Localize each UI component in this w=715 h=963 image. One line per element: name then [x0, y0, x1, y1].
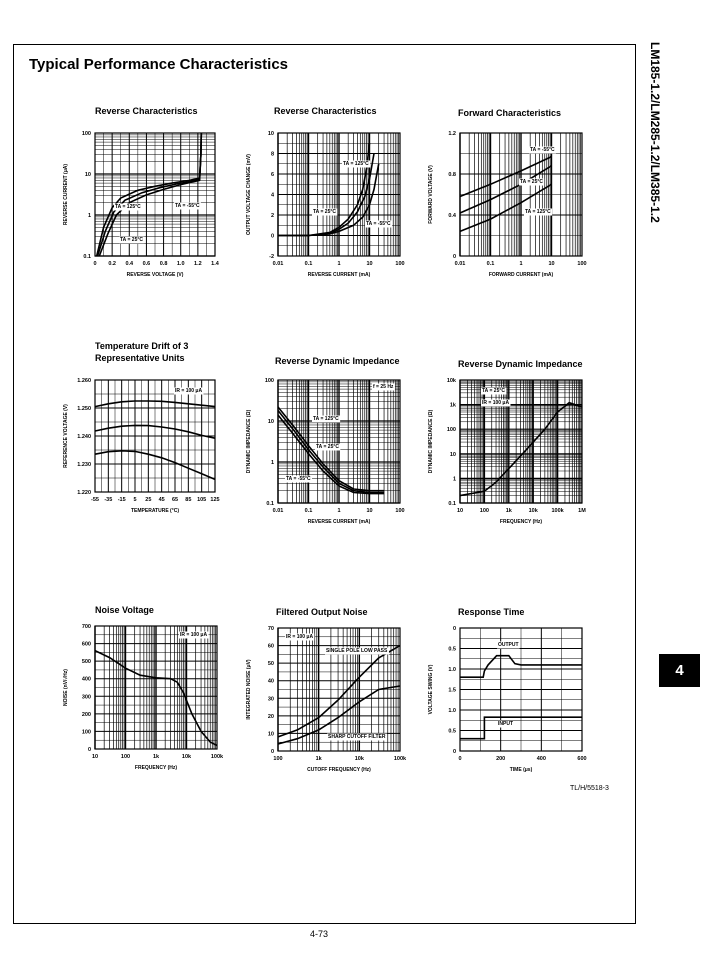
chart-forward-characteristics [420, 105, 595, 290]
x-tick-label: -35 [104, 497, 113, 503]
x-tick-label: 0.01 [272, 261, 284, 267]
chart-reverse-dynamic-impedance-2 [420, 358, 595, 543]
x-tick-label: 45 [158, 497, 165, 503]
y-axis-label: FORWARD VOLTAGE (V) [428, 165, 434, 224]
x-tick-label: 10k [181, 754, 192, 760]
series-line-0 [278, 646, 400, 737]
x-tick-label: 100k [393, 756, 407, 762]
chart-title: Response Time [458, 607, 525, 617]
x-axis-label: REVERSE VOLTAGE (V) [126, 272, 184, 278]
chart-svg [55, 604, 230, 789]
x-tick-label: 10 [366, 261, 373, 267]
grid [278, 380, 400, 503]
page-number: 4-73 [310, 929, 329, 939]
series-line-1 [99, 133, 201, 256]
y-tick-label: 1k [449, 402, 456, 409]
x-axis-label: REVERSE CURRENT (mA) [307, 272, 371, 278]
y-tick-label: 10 [84, 172, 91, 178]
chart-svg [420, 606, 595, 791]
y-tick-label: 1.0 [448, 667, 456, 673]
chart-annotation: TA = -55°C [286, 476, 311, 482]
x-tick-label: 1 [337, 261, 341, 267]
series-line-0 [278, 143, 370, 235]
x-tick-label: 1k [315, 756, 322, 762]
x-axis-label: FORWARD CURRENT (mA) [488, 272, 554, 278]
y-axis-label: DYNAMIC IMPEDANCE (Ω) [246, 409, 252, 474]
x-tick-label: 1M [578, 508, 586, 514]
chart-svg [238, 355, 413, 540]
y-axis-label: OUTPUT VOLTAGE CHANGE (mV) [246, 154, 252, 235]
y-axis-label: INTEGRATED NOISE (μV) [246, 659, 252, 720]
y-tick-label: 0 [87, 747, 91, 753]
grid [95, 133, 215, 256]
y-tick-label: 1 [87, 213, 91, 219]
chart-annotation: IR = 100 μA [286, 634, 314, 640]
y-tick-label: 600 [81, 641, 91, 648]
chart-title: Reverse Dynamic Impedance [275, 356, 400, 366]
y-tick-label: 1.2 [448, 131, 456, 137]
figure-code: TL/H/5518-3 [570, 785, 609, 792]
y-tick-label: 10 [267, 419, 274, 425]
y-tick-label: 10 [449, 451, 456, 458]
x-tick-label: 600 [577, 756, 587, 762]
x-tick-label: 100 [395, 261, 405, 267]
x-tick-label: 0.8 [159, 261, 168, 267]
chart-svg [238, 105, 413, 290]
y-tick-label: 40 [267, 678, 274, 685]
x-tick-label: 1k [152, 754, 160, 760]
grid [95, 380, 215, 492]
x-axis-label: FREQUENCY (Hz) [134, 765, 178, 771]
chart-title: Reverse Characteristics [95, 106, 198, 116]
y-tick-label: 100 [81, 729, 91, 736]
chart-svg [420, 105, 595, 290]
y-tick-label: 0.5 [448, 646, 456, 653]
x-axis-label: CUTOFF FREQUENCY (Hz) [307, 767, 371, 773]
chart-annotation: TA = 125°C [115, 204, 141, 210]
x-tick-label: 10 [366, 508, 373, 514]
x-tick-label: -15 [117, 497, 126, 503]
x-tick-label: 105 [197, 497, 207, 503]
x-tick-label: 10k [354, 756, 364, 762]
series-line-1 [460, 166, 552, 213]
x-tick-label: 1k [505, 508, 512, 514]
y-axis-label: NOISE (nV/√Hz) [63, 669, 69, 706]
x-tick-label: 400 [536, 756, 546, 762]
y-tick-label: 0.1 [448, 501, 456, 507]
y-tick-label: 200 [81, 711, 91, 718]
chart-annotation: IR = 100 μA [482, 400, 510, 406]
y-tick-label: 100 [81, 131, 91, 137]
chart-annotation: TA = 25°C [316, 444, 339, 450]
y-tick-label: 100 [446, 427, 456, 434]
series-line-0 [460, 403, 582, 496]
y-tick-label: 400 [81, 676, 91, 683]
x-tick-label: 100 [120, 754, 131, 760]
y-tick-label: 70 [267, 626, 274, 632]
x-tick-label: 85 [185, 497, 192, 503]
y-axis-label: VOLTAGE SWING (V) [428, 664, 434, 715]
y-tick-label: 1.230 [77, 462, 91, 468]
y-tick-label: 300 [81, 694, 91, 701]
side-title: LM185-1.2/LM285-1.2/LM385-1.2 [648, 42, 662, 223]
x-tick-label: 0 [458, 756, 462, 762]
y-tick-label: 8 [270, 151, 274, 158]
grid [460, 133, 582, 256]
y-tick-label: 60 [267, 643, 274, 650]
x-axis-label: REVERSE CURRENT (mA) [307, 519, 371, 525]
y-tick-label: 10 [267, 131, 274, 137]
chart-reverse-dynamic-impedance-1 [238, 355, 413, 540]
y-tick-label: 0 [270, 233, 274, 240]
x-tick-label: 0 [93, 261, 97, 267]
chart-annotation: TA = 25°C [482, 388, 505, 394]
chart-annotation: TA = 25°C [520, 179, 543, 185]
chart-annotation: INPUT [498, 721, 513, 727]
chart-annotation: TA = 125°C [343, 161, 369, 167]
x-tick-label: 0.6 [142, 261, 151, 267]
x-tick-label: 10 [456, 508, 464, 514]
y-axis-label: REFERENCE VOLTAGE (V) [63, 404, 69, 468]
y-tick-label: 0 [452, 626, 456, 632]
chart-response-time [420, 606, 595, 791]
y-tick-label: 1.0 [448, 708, 456, 714]
y-tick-label: 1 [452, 476, 456, 483]
x-tick-label: 1.0 [176, 261, 185, 267]
chart-filtered-output-noise [238, 606, 413, 791]
x-tick-label: 100 [273, 756, 283, 762]
x-tick-label: 10k [528, 508, 538, 514]
x-tick-label: 100 [577, 261, 587, 267]
chart-title: Filtered Output Noise [276, 607, 368, 617]
y-tick-label: 30 [267, 696, 274, 703]
chart-svg [238, 606, 413, 791]
chart-annotation: TA = -55°C [530, 147, 555, 153]
chart-noise-voltage [55, 604, 230, 789]
chart-annotation: IR = 100 μA [180, 632, 208, 638]
x-tick-label: 0.4 [125, 261, 134, 267]
grid [460, 628, 582, 751]
x-tick-label: 100 [395, 508, 405, 514]
x-tick-label: 100 [479, 508, 489, 514]
chart-title: Noise Voltage [95, 605, 154, 615]
y-tick-label: 0.8 [448, 172, 456, 178]
y-tick-label: 700 [81, 624, 91, 630]
chart-annotation: TA = 25°C [313, 209, 336, 215]
y-tick-label: 1.5 [448, 687, 456, 694]
chart-annotation: SINGLE POLE LOW PASS [326, 648, 388, 654]
x-axis-label: FREQUENCY (Hz) [499, 519, 543, 525]
x-tick-label: 1 [519, 261, 523, 267]
x-axis-label: TIME (μs) [509, 767, 533, 773]
grid [460, 380, 582, 503]
x-tick-label: 0.2 [108, 261, 116, 267]
y-tick-label: 6 [270, 172, 274, 178]
x-tick-label: -55 [91, 497, 99, 503]
y-tick-label: 1 [270, 460, 274, 466]
x-tick-label: 0.01 [454, 261, 466, 267]
chart-title: Reverse Characteristics [274, 106, 377, 116]
chart-reverse-characteristics-2 [238, 105, 413, 290]
y-tick-label: 1.220 [77, 490, 91, 496]
y-tick-label: 1.240 [77, 434, 91, 440]
section-tab: 4 [659, 654, 700, 687]
chart-annotation: TA = -55°C [175, 203, 200, 209]
chart-svg [420, 358, 595, 543]
page-heading: Typical Performance Characteristics [29, 56, 289, 73]
x-tick-label: 100k [551, 508, 564, 514]
y-tick-label: 1.260 [77, 378, 91, 384]
x-tick-label: 125 [210, 497, 220, 503]
chart-svg [55, 105, 230, 290]
y-tick-label: 100 [264, 378, 274, 384]
x-tick-label: 1 [337, 508, 341, 514]
y-tick-label: 0.4 [448, 213, 456, 219]
chart-annotation: TA = -55°C [366, 221, 391, 227]
y-tick-label: 4 [270, 192, 274, 199]
x-tick-label: 25 [145, 497, 152, 503]
chart-svg [55, 340, 230, 540]
x-axis-label: TEMPERATURE (°C) [130, 508, 180, 514]
y-tick-label: 50 [267, 661, 274, 668]
chart-annotation: OUTPUT [498, 642, 519, 648]
y-tick-label: 0 [270, 749, 274, 755]
chart-title: Temperature Drift of 3 Representative Units [95, 341, 189, 363]
x-tick-label: 65 [171, 497, 179, 503]
x-tick-label: 10 [548, 261, 555, 267]
y-tick-label: 0 [452, 254, 456, 260]
x-tick-label: 0.1 [486, 261, 495, 267]
x-tick-label: 5 [133, 497, 137, 503]
x-tick-label: 100k [210, 754, 224, 760]
x-tick-label: 1.2 [194, 261, 202, 267]
series-line-0 [460, 157, 552, 197]
chart-temperature-drift [55, 340, 230, 540]
grid [278, 133, 400, 256]
chart-annotation: TA = 125°C [313, 416, 339, 422]
y-axis-label: REVERSE CURRENT (μA) [63, 163, 69, 226]
x-tick-label: 200 [496, 756, 506, 762]
x-tick-label: 0.01 [272, 508, 284, 514]
chart-annotation: IR = 100 μA [175, 388, 203, 394]
chart-title: Forward Characteristics [458, 108, 562, 118]
y-tick-label: 500 [81, 659, 91, 666]
y-tick-label: -2 [269, 254, 274, 260]
y-tick-label: 2 [270, 213, 274, 219]
y-tick-label: 0.5 [448, 728, 456, 735]
chart-annotation: TA = 25°C [120, 237, 143, 243]
chart-annotation: TA = 125°C [525, 209, 551, 215]
y-tick-label: 20 [267, 713, 274, 720]
chart-reverse-characteristics-1 [55, 105, 230, 290]
y-axis-label: DYNAMIC IMPEDANCE (Ω) [428, 409, 434, 474]
y-tick-label: 10 [267, 731, 274, 738]
y-tick-label: 1.250 [77, 406, 91, 412]
x-tick-label: 0.1 [304, 261, 313, 267]
y-tick-label: 0.1 [266, 501, 274, 507]
x-tick-label: 1.4 [211, 261, 219, 267]
y-tick-label: 0 [452, 749, 456, 755]
y-tick-label: 0.1 [83, 254, 91, 260]
chart-annotation: SHARP CUTOFF FILTER [328, 734, 386, 740]
chart-annotation: f = 25 Hz [373, 384, 394, 390]
grid [95, 626, 217, 749]
y-tick-label: 10k [446, 378, 456, 384]
x-tick-label: 10 [91, 754, 99, 760]
chart-title: Reverse Dynamic Impedance [458, 359, 583, 369]
x-tick-label: 0.1 [304, 508, 313, 514]
